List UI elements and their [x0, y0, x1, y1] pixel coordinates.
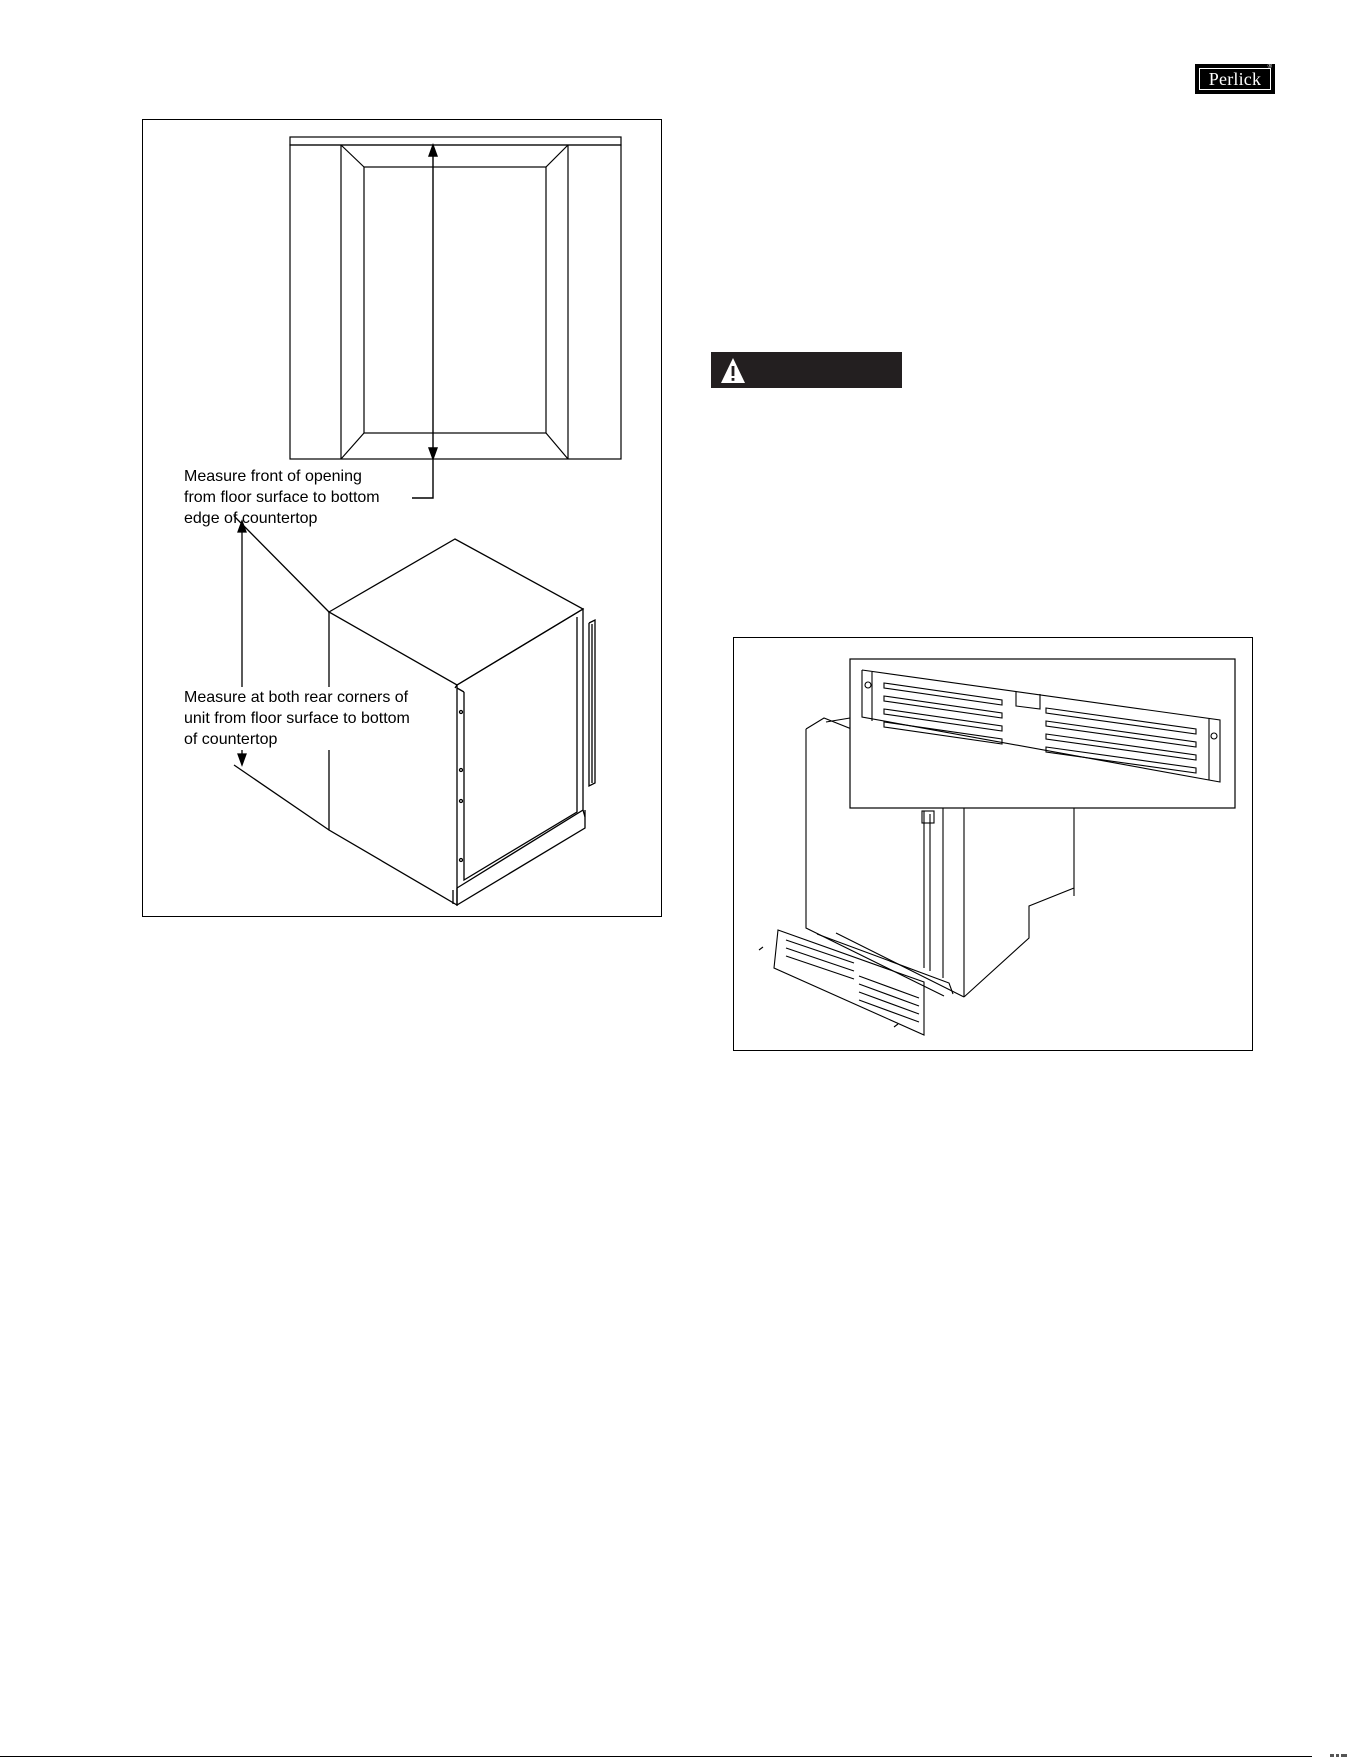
warning-triangle-icon	[718, 354, 754, 390]
brand-logo-text: Perlick	[1208, 69, 1262, 89]
opening-note	[184, 466, 380, 529]
rear-corner-dimension-arrow	[234, 516, 329, 830]
unit-note-line: of countertop	[184, 731, 278, 748]
grille-illustration	[734, 638, 1254, 1052]
opening-note-line: edge of countertop	[184, 510, 318, 527]
unit-note-line: Measure at both rear corners of	[184, 689, 409, 706]
brand-logo	[1195, 64, 1275, 94]
grille-figure	[733, 637, 1253, 1051]
opening-inner	[364, 167, 546, 433]
opening-note-line: Measure front of opening	[184, 468, 362, 485]
measure-figure	[142, 119, 662, 917]
registered-mark: ®	[1267, 64, 1272, 70]
opening-note-line: from floor surface to bottom	[184, 489, 380, 506]
footer-mark	[1330, 1754, 1352, 1758]
footer-rule	[0, 1756, 1312, 1757]
detail-inset	[850, 659, 1235, 808]
warning-banner	[711, 352, 902, 388]
unit-note	[184, 687, 410, 750]
opening-dimension-arrow	[412, 145, 437, 498]
unit-note-line: unit from floor surface to bottom	[184, 710, 410, 727]
cabinet-face	[290, 145, 621, 459]
countertop-edge	[290, 137, 621, 145]
